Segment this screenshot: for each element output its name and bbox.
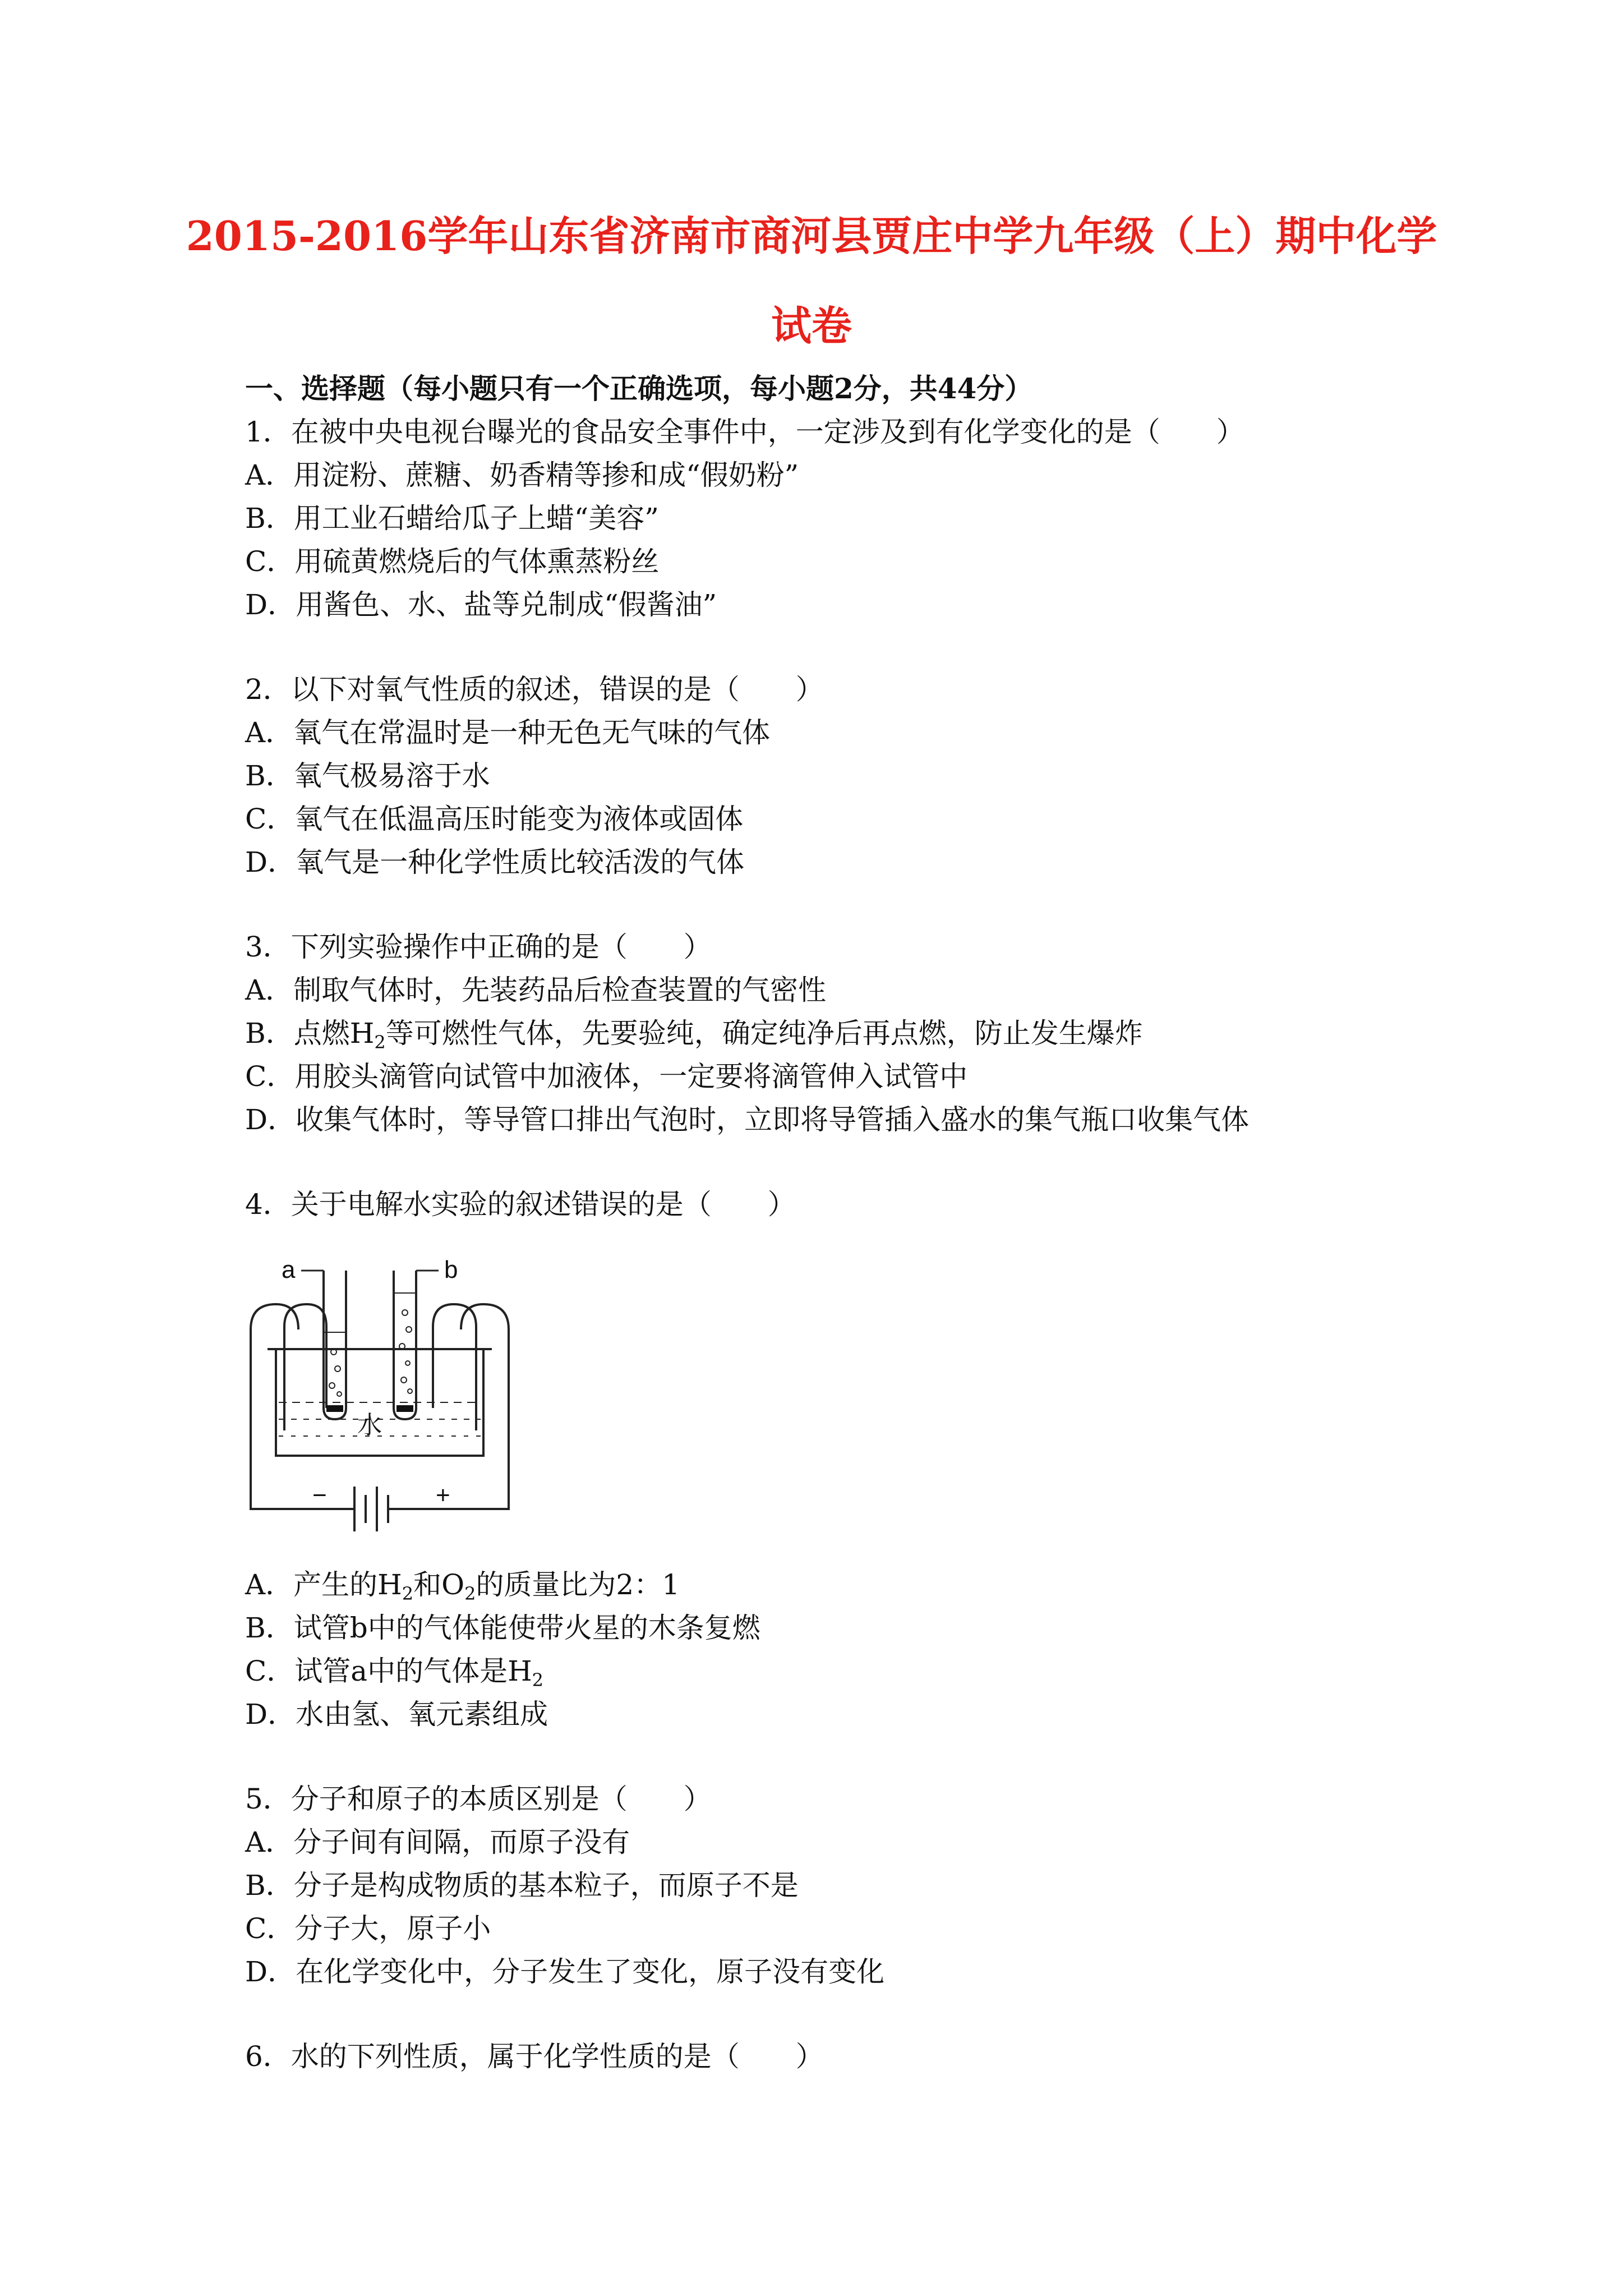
q3-option-c: C．用胶头滴管向试管中加液体，一定要将滴管伸入试管中 <box>245 1060 968 1093</box>
q1-option-c: C．用硫黄燃烧后的气体熏蒸粉丝 <box>245 545 660 578</box>
q4-option-b: B．试管b中的气体能使带火星的木条复燃 <box>245 1612 760 1644</box>
q4-stem: 4．关于电解水实验的叙述错误的是（ ） <box>245 1188 796 1221</box>
q3-option-d: D．收集气体时，等导管口排出气泡时，立即将导管插入盛水的集气瓶口收集气体 <box>245 1103 1249 1136</box>
q2-stem: 2．以下对氧气性质的叙述，错误的是（ ） <box>245 673 824 706</box>
q5-option-a: A．分子间有间隔，而原子没有 <box>245 1826 630 1858</box>
q1-stem: 1．在被中央电视台曝光的食品安全事件中，一定涉及到有化学变化的是（ ） <box>245 416 1244 448</box>
label-a: a <box>282 1256 296 1283</box>
q1-option-d: D．用酱色、水、盐等兑制成“假酱油” <box>245 588 717 621</box>
q3-stem: 3．下列实验操作中正确的是（ ） <box>245 931 712 963</box>
section-heading: 一、选择题（每小题只有一个正确选项，每小题2分，共44分） <box>245 372 1033 405</box>
q6-stem: 6．水的下列性质，属于化学性质的是（ ） <box>245 2040 824 2073</box>
q1-option-b: B．用工业石蜡给瓜子上蜡“美容” <box>245 502 659 535</box>
q2-option-c: C．氧气在低温高压时能变为液体或固体 <box>245 803 744 835</box>
q5-option-d: D．在化学变化中，分子发生了变化，原子没有变化 <box>245 1955 885 1988</box>
q5-stem: 5．分子和原子的本质区别是（ ） <box>245 1783 712 1815</box>
q1-option-a: A．用淀粉、蔗糖、奶香精等掺和成“假奶粉” <box>245 459 799 491</box>
q3-option-b: B．点燃$H_2$等可燃性气体，先要验纯，确定纯净后再点燃，防止发生爆炸 <box>245 1017 1143 1053</box>
electrolysis-apparatus-diagram <box>245 1240 514 1554</box>
exam-title-line2: 试卷 <box>771 302 852 349</box>
q5-option-b: B．分子是构成物质的基本粒子，而原子不是 <box>245 1869 799 1902</box>
label-water: 水 <box>357 1411 382 1439</box>
exam-title-line1: 2015-2016学年山东省济南市商河县贾庄中学九年级（上）期中化学 <box>186 212 1437 260</box>
label-negative: − <box>312 1481 327 1509</box>
q2-option-a: A．氧气在常温时是一种无色无气味的气体 <box>245 716 771 749</box>
label-b: b <box>444 1256 458 1283</box>
q5-option-c: C．分子大，原子小 <box>245 1912 491 1945</box>
q4-option-c: C．试管a中的气体是$H_2$ <box>245 1655 544 1691</box>
q2-option-b: B．氧气极易溶于水 <box>245 760 490 792</box>
q3-option-a: A．制取气体时，先装药品后检查装置的气密性 <box>245 974 827 1006</box>
label-positive: + <box>436 1481 450 1509</box>
q2-option-d: D．氧气是一种化学性质比较活泼的气体 <box>245 846 745 878</box>
q4-option-a: A．产生的$H_2$和$O_2$的质量比为2：1 <box>245 1568 680 1604</box>
q4-option-d: D．水由氢、氧元素组成 <box>245 1698 548 1731</box>
